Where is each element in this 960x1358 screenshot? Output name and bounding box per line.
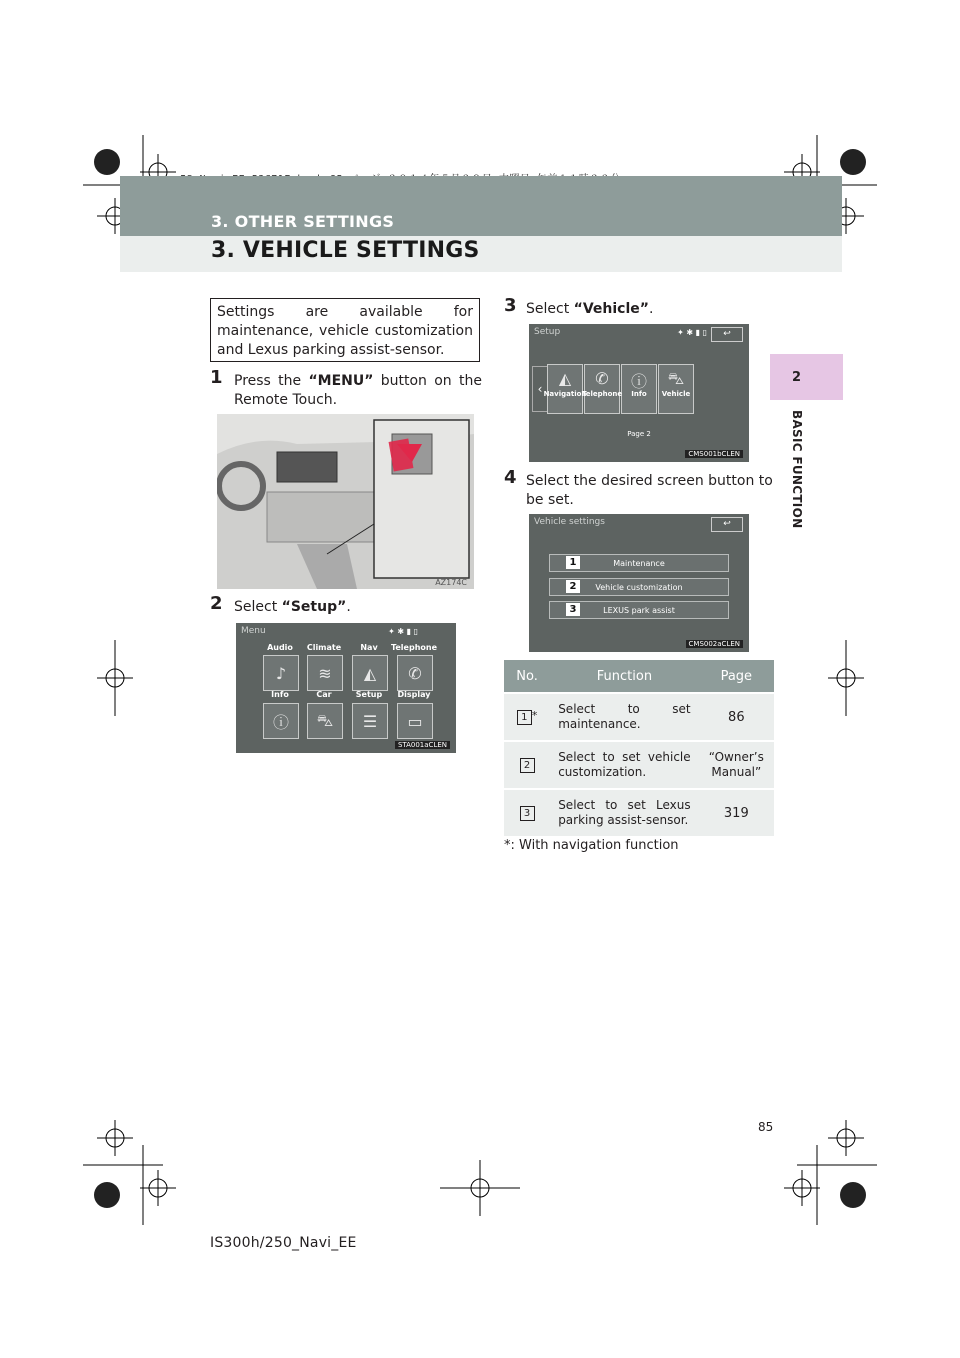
vehicle-icon: ⛍ (658, 364, 694, 414)
label-telephone: Telephone (581, 390, 623, 398)
step-number: 1 (210, 367, 223, 388)
figure-menu-screen (236, 623, 456, 753)
info-icon: ⓘ (621, 364, 657, 414)
step-text: Select “Setup”. (234, 599, 351, 615)
page-title: 3. VEHICLE SETTINGS (211, 238, 480, 263)
step-text: Press the “MENU” button on the Remote Touch. (234, 373, 482, 408)
step-number: 3 (504, 295, 517, 316)
figure-code: CMS002aCLEN (686, 640, 743, 648)
label-climate: Climate (306, 643, 342, 652)
figure-code: CMS001bCLEN (685, 450, 743, 458)
car-interior-illustration (217, 414, 474, 589)
function-cell: Select to set Lexus parking assist-sensor. (550, 789, 698, 836)
chapter-tab-number: 2 (792, 369, 802, 385)
figure-setup-screen (529, 324, 749, 462)
label-display: Display (397, 690, 431, 699)
label-nav: Nav (360, 643, 378, 652)
page-cell: “Owner’s Manual” (699, 741, 774, 789)
page-cell: 86 (699, 693, 774, 741)
climate-icon: ≋ (307, 655, 343, 691)
display-icon: ▭ (397, 703, 433, 739)
label-setup: Setup (355, 690, 383, 699)
page-cell: 319 (699, 789, 774, 836)
table-row (504, 789, 774, 836)
number-box: 1 (517, 710, 532, 725)
intro-box: Settings are available for maintenance, vehicle customization and Lexus parking assist-sensor. (210, 298, 480, 362)
status-icons: ✦ ✱ ▮ ▯ (677, 328, 707, 337)
col-function: Function (550, 660, 698, 693)
label-info: Info (631, 390, 647, 398)
step-text: Select “Vehicle”. (526, 301, 654, 317)
info-icon: ⓘ (263, 703, 299, 739)
model-footer: IS300h/250_Navi_EE (210, 1235, 357, 1251)
screen-title: Vehicle settings (534, 517, 605, 527)
label-car: Car (316, 690, 332, 699)
step-number: 2 (210, 593, 223, 614)
function-cell: Select to set vehicle customization. (550, 741, 698, 789)
function-table (504, 660, 774, 836)
section-label: 3. OTHER SETTINGS (211, 212, 395, 231)
row-number-cell (504, 789, 550, 836)
chevron-left-icon: ‹ (532, 366, 548, 412)
figure-vehicle-settings-screen (529, 514, 749, 652)
page-indicator: Page 2 (627, 430, 651, 438)
figure-remote-touch (217, 414, 474, 589)
music-note-icon: ♪ (263, 655, 299, 691)
maintenance-button: Maintenance (549, 554, 729, 572)
status-icons: ✦ ✱ ▮ ▯ (388, 627, 418, 636)
callout-2: 2 (566, 580, 580, 593)
label-telephone: Telephone (390, 643, 438, 652)
car-icon: ⛍ (307, 703, 343, 739)
asterisk-mark: * (531, 709, 538, 722)
back-icon: ↩ (711, 327, 743, 342)
chapter-tab-label: BASIC FUNCTION (790, 410, 804, 529)
col-no: No. (504, 660, 550, 693)
phone-icon: ✆ (584, 364, 620, 414)
step-number: 4 (504, 467, 517, 488)
col-page: Page (699, 660, 774, 693)
table-row (504, 693, 774, 741)
table-row (504, 741, 774, 789)
row-number-cell (504, 741, 550, 789)
screen-title: Setup (534, 327, 561, 337)
page-number: 85 (758, 1120, 774, 1134)
setup-icon: ☰ (352, 703, 388, 739)
label-info: Info (271, 690, 289, 699)
back-icon: ↩ (711, 517, 743, 532)
footnote: *: With navigation function (504, 838, 679, 853)
row-number-cell (504, 693, 550, 741)
navigation-icon: ◭ (352, 655, 388, 691)
vehicle-customization-button: Vehicle customization (549, 578, 729, 596)
step-text: Select the desired screen button to be set. (526, 473, 773, 508)
navigation-icon: ◭ (547, 364, 583, 414)
park-assist-button: LEXUS park assist (549, 601, 729, 619)
function-cell: Select to set maintenance. (550, 693, 698, 741)
figure-code: AZ174C (435, 578, 467, 587)
number-box: 2 (520, 758, 535, 773)
label-vehicle: Vehicle (661, 390, 691, 398)
callout-3: 3 (566, 603, 580, 616)
number-box: 3 (520, 806, 535, 821)
label-audio: Audio (267, 643, 293, 652)
figure-code: STA001aCLEN (395, 741, 450, 749)
label-navigation: Navigation (543, 390, 587, 398)
phone-icon: ✆ (397, 655, 433, 691)
table-header-row (504, 660, 774, 693)
screen-title: Menu (241, 626, 266, 636)
callout-1: 1 (566, 556, 580, 569)
